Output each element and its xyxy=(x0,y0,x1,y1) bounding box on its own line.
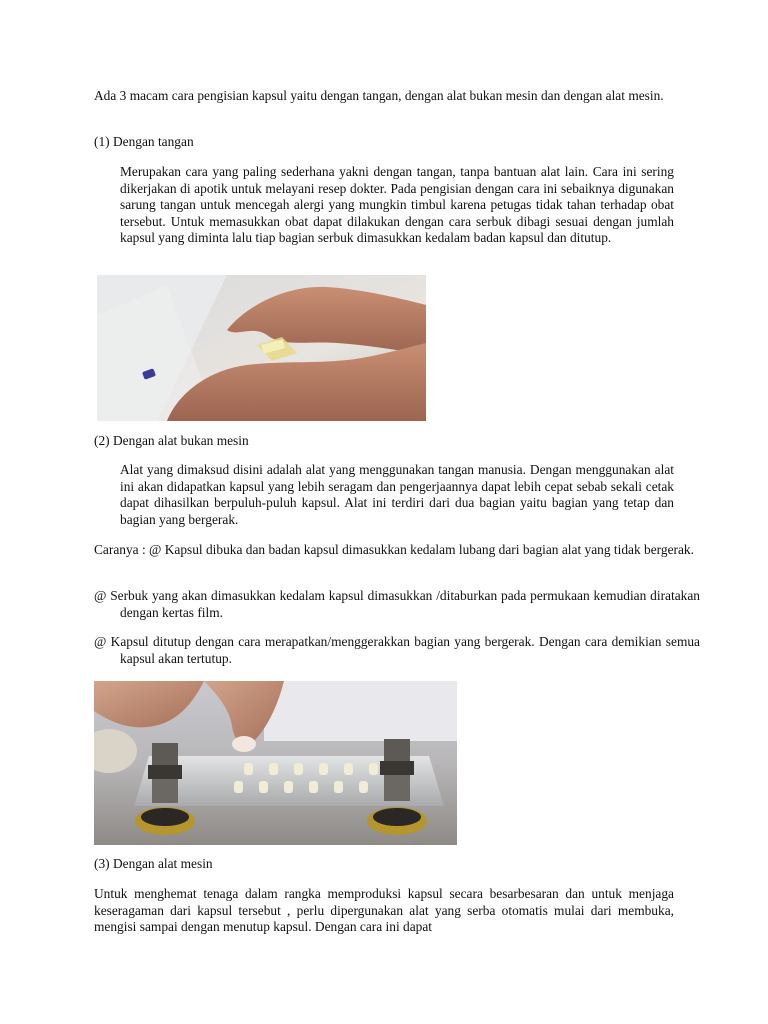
section3-heading: (3) Dengan alat mesin xyxy=(94,856,213,871)
section2-heading: (2) Dengan alat bukan mesin xyxy=(94,433,249,448)
section1-body: Merupakan cara yang paling sederhana yakni dengan tangan, tanpa bantuan alat lain. Cara ini sering dikerjakan di apotik untuk melayani resep dokter. Pada pengisian dengan cara ini sebaiknya digunakan sarung tangan untuk mencegah alergi yang mungkin timbul karena petugas tidak tahan terhadap obat tersebut. Untuk memasukkan obat dapat dilakukan dengan cara serbuk dibagi sesuai dengan jumlah kapsul yang diminta lalu tiap bagian serbuk dimasukkan kedalam badan kapsul dan ditutup. xyxy=(120,164,674,245)
section3-body: Untuk menghemat tenaga dalam rangka memproduksi kapsul secara besarbesaran dan untuk menjaga keseragaman dari kapsul tersebut , perlu dipergunakan alat yang serba otomatis mulai dari membuka, mengisi sampai dengan menutup kapsul. Dengan cara ini dapat xyxy=(94,886,674,934)
section1-heading: (1) Dengan tangan xyxy=(94,134,194,149)
section2-body: Alat yang dimaksud disini adalah alat yang menggunakan tangan manusia. Dengan menggunakan alat ini akan didapatkan kapsul yang lebih seragam dan pengerjaannya dapat lebih cepat sebab sekali cetak dapat dihasilkan berpuluh-puluh kapsul. Alat ini terdiri dari dua bagian yaitu bagian yang tetap dan bagian yang bergerak. xyxy=(120,462,674,527)
section2-step1: Caranya : @ Kapsul dibuka dan badan kapsul dimasukkan kedalam lubang dari bagian alat yang tidak bergerak. xyxy=(94,542,694,557)
intro-paragraph: Ada 3 macam cara pengisian kapsul yaitu dengan tangan, dengan alat bukan mesin dan dengan alat mesin. xyxy=(94,88,664,103)
section2-step3: @ Kapsul ditutup dengan cara merapatkan/menggerakkan bagian yang bergerak. Dengan cara demikian semua kapsul akan tertutup. xyxy=(94,634,700,666)
hand-filling-photo xyxy=(97,275,426,421)
section2-step2: @ Serbuk yang akan dimasukkan kedalam kapsul dimasukkan /ditaburkan pada permukaan kemudian diratakan dengan kertas film. xyxy=(94,588,700,620)
capsule-device-photo xyxy=(94,681,457,845)
